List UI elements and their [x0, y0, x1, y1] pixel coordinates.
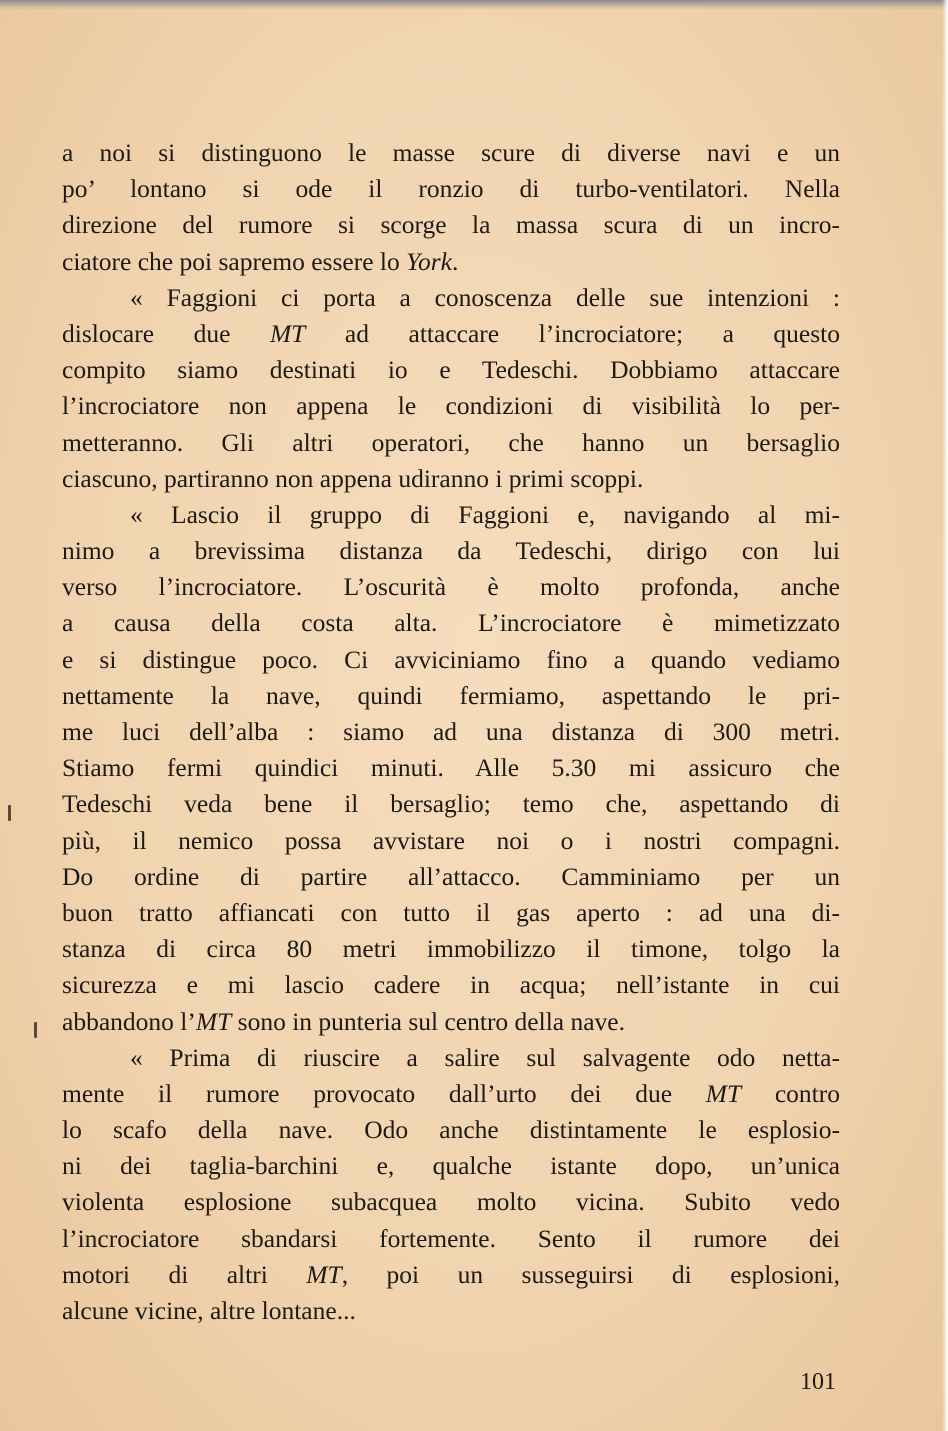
- italic-term: MT: [269, 318, 306, 348]
- text-line: [62, 823, 840, 859]
- italic-term: York: [406, 246, 452, 276]
- text-run: dislocare due: [62, 318, 270, 348]
- text-run: « Prima di riuscire a salire sul salvagente odo netta-: [130, 1042, 840, 1072]
- text-line: [62, 425, 840, 461]
- text-line: [62, 859, 840, 895]
- text-run: direzione del rumore si scorge la massa scura di un incro-: [62, 210, 840, 240]
- text-line: [62, 786, 840, 822]
- text-line: [62, 1076, 840, 1112]
- text-run: nettamente la nave, quindi fermiamo, aspettando le pri-: [62, 680, 840, 710]
- text-run: compito siamo destinati io e Tedeschi. Dobbiamo attaccare: [62, 355, 840, 385]
- page-number: 101: [800, 1369, 836, 1395]
- text-line: [62, 1184, 840, 1220]
- text-run: nimo a brevissima distanza da Tedeschi, dirigo con lui: [62, 536, 840, 566]
- text-run: più, il nemico possa avvistare noi o i nostri compagni.: [62, 825, 840, 855]
- text-run: alcune vicine, altre lontane...: [62, 1296, 356, 1325]
- text-run: « Lascio il gruppo di Faggioni e, navigando al mi-: [130, 499, 840, 529]
- text-run: .: [451, 246, 459, 276]
- text-run: a noi si distinguono le masse scure di diverse navi e un: [62, 138, 840, 167]
- text-run: ciatore che poi sapremo essere lo: [62, 246, 407, 276]
- text-run: metteranno. Gli altri operatori, che hanno un bersaglio: [62, 427, 840, 457]
- text-run: buon tratto affiancati con tutto il gas aperto : ad una di-: [62, 897, 840, 927]
- text-line: [62, 207, 840, 243]
- text-run: mente il rumore provocato dall’urto dei due: [62, 1078, 706, 1108]
- text-line: [62, 605, 840, 641]
- text-line: [62, 244, 840, 280]
- text-run: e si distingue poco. Ci avviciniamo fino a quando vediamo: [62, 644, 840, 674]
- margin-mark: [8, 805, 11, 821]
- body-text: [62, 135, 840, 1329]
- italic-term: MT: [195, 1006, 232, 1036]
- text-run: stanza di circa 80 metri immobilizzo il timone, tolgo la: [62, 934, 840, 964]
- italic-term: MT: [705, 1078, 742, 1108]
- text-run: me luci dell’alba : siamo ad una distanza di 300 metri.: [62, 717, 840, 746]
- text-run: verso l’incrociatore. L’oscurità è molto profonda, anche: [62, 572, 840, 602]
- text-run: lo scafo della nave. Odo anche distintamente le esplosio-: [62, 1115, 840, 1145]
- text-run: ad attaccare l’incrociatore; a questo: [305, 318, 840, 348]
- text-line: [62, 569, 840, 605]
- text-run: Tedeschi veda bene il bersaglio; temo che, aspettando di: [62, 789, 840, 819]
- paragraph-first-line: [62, 280, 840, 316]
- text-line: [62, 135, 840, 171]
- text-run: contro: [741, 1078, 840, 1108]
- text-line: [62, 1112, 840, 1148]
- text-run: sicurezza e mi lascio cadere in acqua; nell’istante in cui: [62, 970, 840, 1000]
- text-line: [62, 967, 840, 1003]
- text-line: [62, 714, 840, 750]
- text-line: [62, 931, 840, 967]
- text-run: abbandono l’: [62, 1006, 196, 1036]
- text-line: [62, 171, 840, 207]
- margin-mark: [34, 1022, 37, 1038]
- text-run: Do ordine di partire all’attacco. Camminiamo per un: [62, 861, 840, 891]
- italic-term: MT: [306, 1259, 342, 1289]
- text-run: violenta esplosione subacquea molto vicina. Subito vedo: [62, 1187, 840, 1217]
- text-line: [62, 316, 840, 352]
- text-run: ni dei taglia-barchini e, qualche istante dopo, un’unica: [62, 1151, 840, 1181]
- text-line: [62, 1004, 840, 1040]
- text-run: sono in punteria sul centro della nave.: [231, 1006, 625, 1036]
- text-line: [62, 642, 840, 678]
- text-line: [62, 750, 840, 786]
- text-run: motori di altri: [62, 1259, 307, 1289]
- text-line: [62, 461, 840, 497]
- paragraph-first-line: [62, 497, 840, 533]
- text-line: [62, 533, 840, 569]
- text-line: [62, 895, 840, 931]
- text-run: l’incrociatore sbandarsi fortemente. Sento il rumore dei: [62, 1223, 840, 1253]
- text-line: [62, 352, 840, 388]
- text-line: [62, 388, 840, 424]
- text-line: [62, 1293, 840, 1329]
- text-line: [62, 1257, 840, 1293]
- text-run: l’incrociatore non appena le condizioni di visibilità lo per-: [62, 391, 840, 421]
- text-line: [62, 1221, 840, 1257]
- text-line: [62, 678, 840, 714]
- paragraph-first-line: [62, 1040, 840, 1076]
- text-run: , poi un susseguirsi di esplosioni,: [341, 1259, 840, 1289]
- text-run: ciascuno, partiranno non appena udiranno i primi scoppi.: [62, 463, 644, 493]
- text-line: [62, 1148, 840, 1184]
- text-run: Stiamo fermi quindici minuti. Alle 5.30 mi assicuro che: [62, 753, 840, 783]
- text-run: a causa della costa alta. L’incrociatore è mimetizzato: [62, 608, 840, 638]
- text-run: po’ lontano si ode il ronzio di turbo-ventilatori. Nella: [62, 174, 840, 204]
- text-run: « Faggioni ci porta a conoscenza delle sue intenzioni :: [130, 282, 840, 312]
